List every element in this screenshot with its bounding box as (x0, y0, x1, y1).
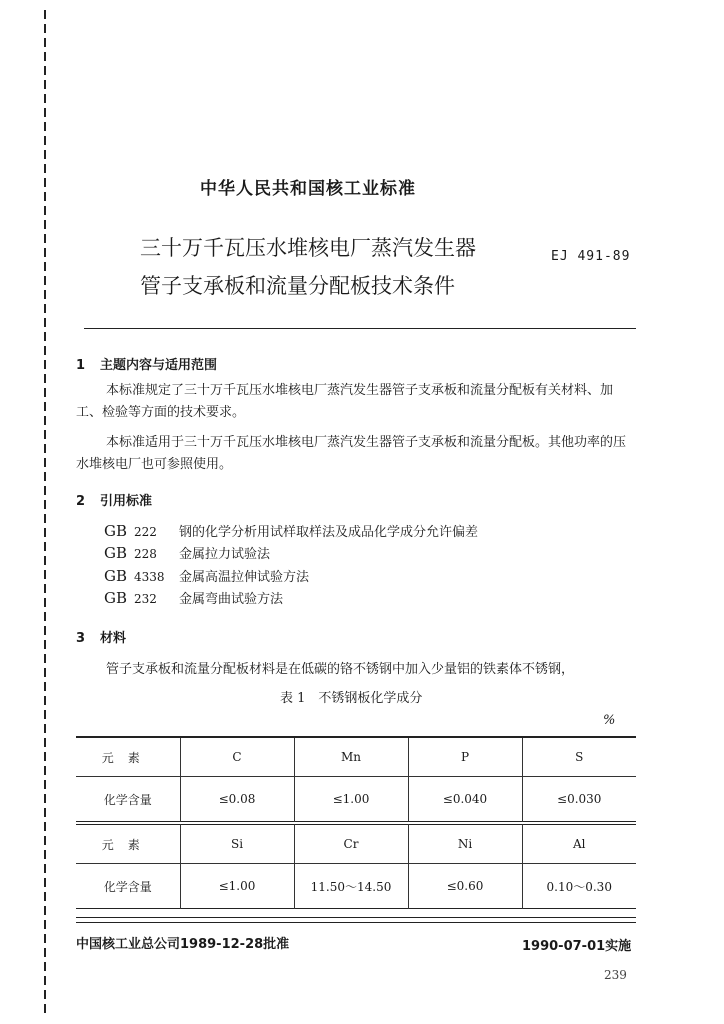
table-unit: % (603, 713, 616, 728)
reference-item (104, 543, 270, 562)
section-title: 引用标准 (100, 494, 153, 509)
content-value: 0.10～0.30 (522, 864, 636, 909)
table-row (76, 777, 636, 822)
approval-statement: 中国核工业总公司1989-12-28批准 (76, 937, 290, 952)
table-caption: 表 1 不锈钢板化学成分 (280, 691, 423, 706)
section-1-heading (76, 354, 217, 373)
section-number: 1 (76, 358, 86, 373)
table-row-label: 元素 (101, 750, 154, 765)
chemical-composition-table-part-2 (76, 824, 636, 909)
reference-title: 金属弯曲试验方法 (179, 592, 284, 607)
reference-title: 金属高温拉伸试验方法 (179, 570, 310, 585)
section-number: 2 (76, 494, 86, 509)
table-row-label: 元素 (101, 837, 154, 852)
reference-number: 4338 (134, 570, 165, 584)
table-row (76, 737, 636, 777)
reference-item (104, 588, 283, 607)
reference-number: 232 (134, 592, 157, 606)
section-number: 3 (76, 631, 86, 646)
standard-code: EJ 491-89 (551, 249, 631, 264)
chemical-composition-table-part-1 (76, 736, 636, 822)
element-name: S (522, 737, 636, 777)
content-value: ≤0.040 (408, 777, 522, 822)
section-3-heading (76, 627, 126, 646)
element-name: Ni (408, 825, 522, 864)
issuing-organization: 中华人民共和国核工业标准 (200, 179, 416, 199)
content-value: 11.50～14.50 (294, 864, 408, 909)
reference-number: 222 (134, 525, 157, 539)
table-row (76, 864, 636, 909)
document-title-line-2: 管子支承板和流量分配板技术条件 (140, 274, 455, 298)
section-2-heading (76, 490, 152, 509)
element-name: C (180, 737, 294, 777)
reference-number: 228 (134, 547, 157, 561)
section-title: 主题内容与适用范围 (100, 358, 218, 373)
section-3-paragraph-1: 管子支承板和流量分配板材料是在低碳的铬不锈钢中加入少量铝的铁素体不锈钢， (106, 662, 575, 677)
table-row-label: 化学含量 (76, 864, 180, 909)
binding-edge (44, 10, 46, 1014)
reference-code: GB (104, 522, 128, 540)
content-value: ≤0.08 (180, 777, 294, 822)
element-name: P (408, 737, 522, 777)
reference-code: GB (104, 589, 128, 607)
table-row-label: 化学含量 (76, 777, 180, 822)
element-name: Cr (294, 825, 408, 864)
content-value: ≤1.00 (294, 777, 408, 822)
reference-title: 金属拉力试验法 (179, 547, 271, 562)
reference-title: 钢的化学分析用试样取样法及成品化学成分允许偏差 (179, 525, 479, 540)
section-1-paragraph-1: 本标准规定了三十万千瓦压水堆核电厂蒸汽发生器管子支承板和流量分配板有关材料、加工、检验等方面的技术要求。 (76, 383, 614, 420)
section-title: 材料 (100, 631, 127, 646)
element-name: Al (522, 825, 636, 864)
section-1-paragraph-2: 本标准适用于三十万千瓦压水堆核电厂蒸汽发生器管子支承板和流量分配板。其他功率的压水堆核电厂也可参照使用。 (76, 435, 627, 472)
reference-code: GB (104, 544, 128, 562)
reference-item (104, 566, 309, 585)
document-title-line-1: 三十万千瓦压水堆核电厂蒸汽发生器 (140, 236, 476, 260)
table-row (76, 825, 636, 864)
element-name: Si (180, 825, 294, 864)
content-value: ≤0.030 (522, 777, 636, 822)
page-number: 239 (604, 968, 627, 982)
content-value: ≤0.60 (408, 864, 522, 909)
element-name: Mn (294, 737, 408, 777)
effective-date: 1990-07-01实施 (522, 939, 632, 954)
reference-item (104, 521, 478, 540)
header-rule (84, 328, 636, 329)
content-value: ≤1.00 (180, 864, 294, 909)
footer-rule (76, 917, 636, 918)
reference-code: GB (104, 567, 128, 585)
footer-rule-thin (76, 922, 636, 923)
